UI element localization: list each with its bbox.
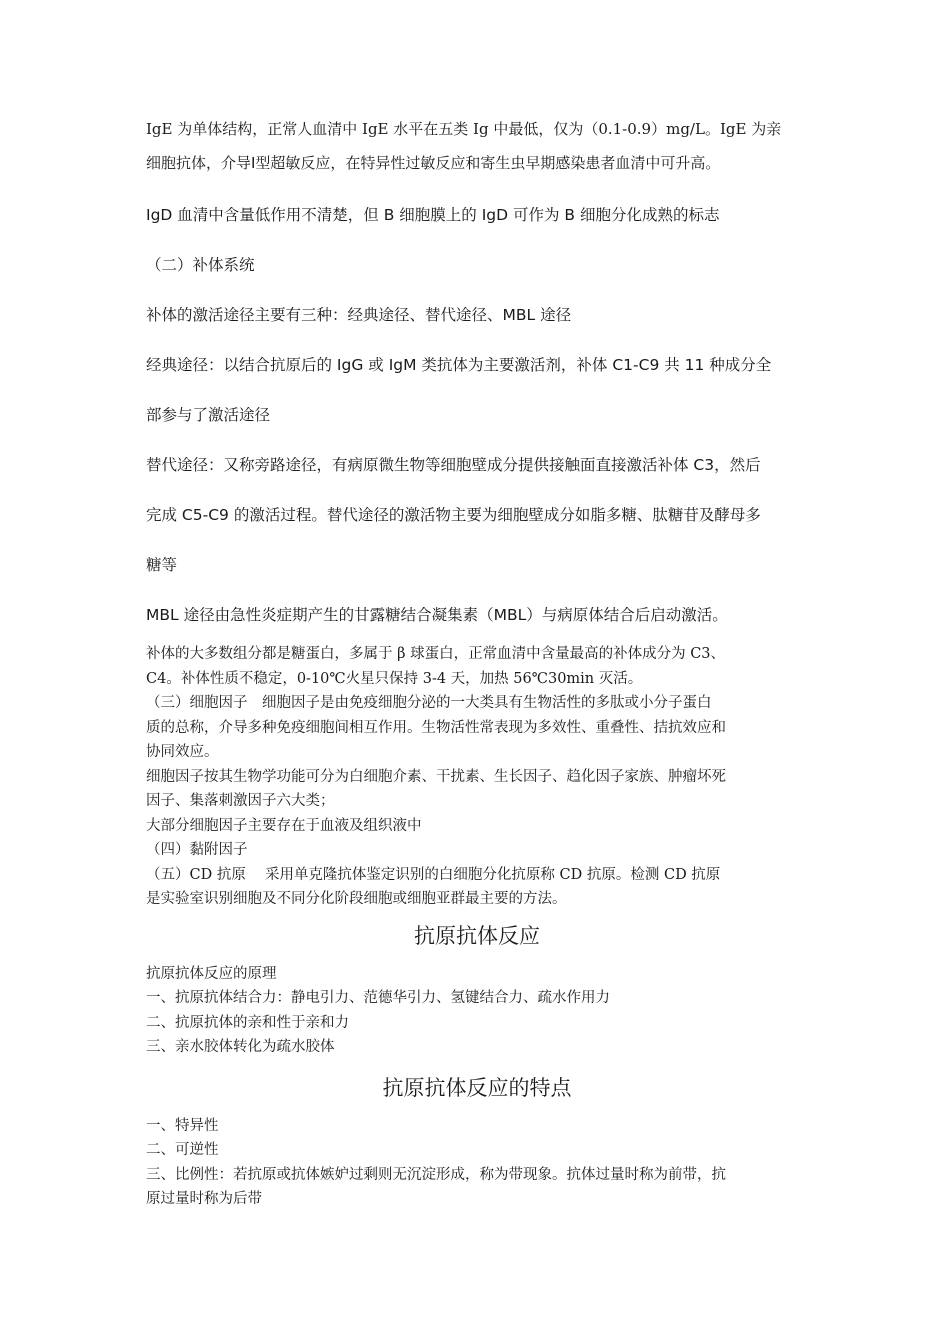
feature-item: 三、比例性：若抗原或抗体嫉妒过剩则无沉淀形成，称为带现象。抗体过量时称为前带，抗 — [146, 1166, 726, 1183]
cytokine-class-line-2: 因子、集落刺激因子六大类； — [146, 793, 335, 809]
feature-item: 原过量时称为后带 — [146, 1191, 262, 1207]
classic-path-line-2: 部参与了激活途径 — [146, 406, 271, 424]
ige-paragraph-line-1: IgE 为单体结构，正常人血清中 IgE 水平在五类 Ig 中最低，仅为（0.1-0.9）mg/L。IgE 为亲 — [146, 120, 782, 138]
cytokine-line-3: 协同效应。 — [146, 744, 219, 760]
principle-item: 二、抗原抗体的亲和性于亲和力 — [146, 1014, 349, 1031]
complement-props-line-2: C4。补体性质不稳定，0-10℃火星只保持 3-4 天，加热 56℃30min 灭活。 — [146, 670, 643, 687]
cd-antigen-line-1: （五）CD 抗原 采用单克隆抗体鉴定识别的白细胞分化抗原称 CD 抗原。检测 CD 抗原 — [146, 866, 721, 883]
principle-item: 三、亲水胶体转化为疏水胶体 — [146, 1039, 335, 1055]
section-subtitle-principle: 抗原抗体反应的原理 — [146, 965, 277, 982]
cytokine-class-line-1: 细胞因子按其生物学功能可分为白细胞介素、干扰素、生长因子、趋化因子家族、肿瘤坏死 — [146, 768, 726, 785]
cytokine-line-1: （三）细胞因子 细胞因子是由免疫细胞分泌的一大类具有生物活性的多肽或小分子蛋白 — [146, 695, 712, 711]
mbl-paragraph: MBL 途径由急性炎症期产生的甘露糖结合凝集素（MBL）与病原体结合后启动激活。 — [146, 606, 728, 624]
adhesion-heading: （四）黏附因子 — [146, 842, 248, 858]
cd-antigen-line-2: 是实验室识别细胞及不同分化阶段细胞或细胞亚群最主要的方法。 — [146, 891, 567, 907]
igd-paragraph: IgD 血清中含量低作用不清楚，但 B 细胞膜上的 IgD 可作为 B 细胞分化成熟的标志 — [146, 206, 720, 224]
section-title-antigen-antibody-reaction: 抗原抗体反应 — [414, 923, 540, 948]
alt-path-line-3: 糖等 — [146, 556, 178, 574]
cytokine-line-2: 质的总称，介导多种免疫细胞间相互作用。生物活性常表现为多效性、重叠性、拮抗效应和 — [146, 719, 726, 736]
activation-paths-paragraph: 补体的激活途径主要有三种：经典途径、替代途径、MBL 途径 — [146, 306, 572, 324]
classic-path-line-1: 经典途径：以结合抗原后的 IgG 或 IgM 类抗体为主要激活剂，补体 C1-C9 共 11 种成分全 — [146, 356, 772, 374]
complement-props-line-1: 补体的大多数组分都是糖蛋白，多属于 β 球蛋白，正常血清中含量最高的补体成分为 C3、 — [146, 646, 726, 662]
ige-paragraph-line-2: 细胞抗体，介导Ⅰ型超敏反应，在特异性过敏反应和寄生虫早期感染患者血清中可升高。 — [146, 154, 721, 172]
feature-item: 二、可逆性 — [146, 1142, 219, 1158]
alt-path-line-1: 替代途径：又称旁路途径，有病原微生物等细胞壁成分提供接触面直接激活补体 C3，然后 — [146, 456, 761, 474]
section-title-reaction-features: 抗原抗体反应的特点 — [382, 1075, 572, 1100]
feature-item: 一、特异性 — [146, 1117, 219, 1134]
document-page — [146, 112, 808, 1212]
cytokine-location: 大部分细胞因子主要存在于血液及组织液中 — [146, 817, 422, 834]
complement-heading: （二）补体系统 — [146, 256, 255, 274]
alt-path-line-2: 完成 C5-C9 的激活过程。替代途径的激活物主要为细胞壁成分如脂多糖、肽糖苷及酵母多 — [146, 506, 761, 524]
principle-item: 一、抗原抗体结合力：静电引力、范德华引力、氢键结合力、疏水作用力 — [146, 990, 610, 1006]
